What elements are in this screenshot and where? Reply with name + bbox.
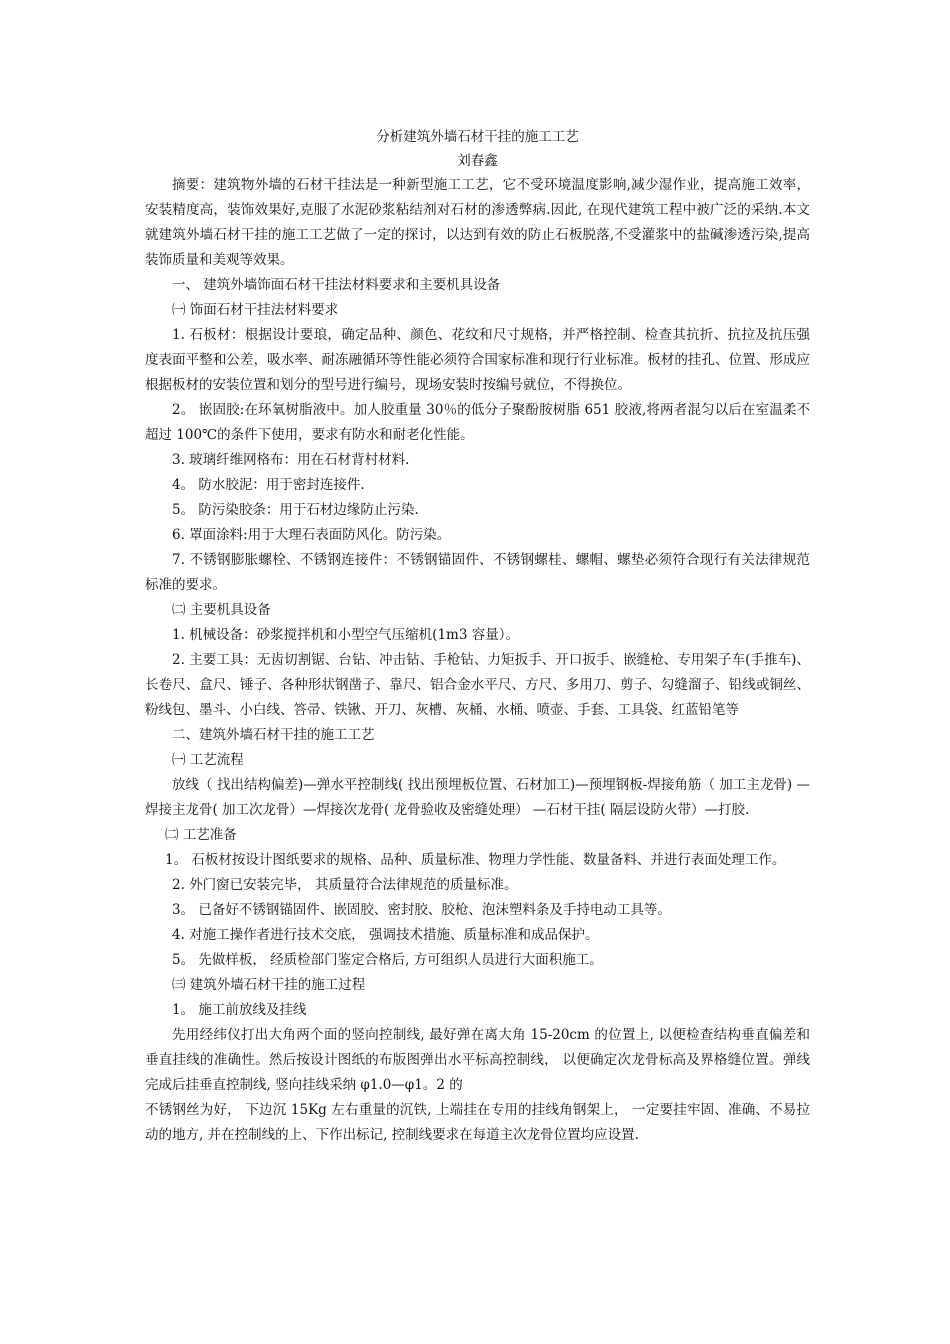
abstract-paragraph: 摘要：建筑物外墙的石材干挂法是一种新型施工工艺，它不受环境温度影响,减少湿作业，提高施工效率，安装精度高，装饰效果好,克服了水泥砂浆粘结剂对石材的渗透弊病.因此, 在现代建筑工程中被广泛的采纳.本文就建筑外墙石材干挂的施工工艺做了一定的探讨，以达到有效的防止石板脱落,不受灌浆中的盐碱渗透污染,提高装饰质量和美观等效果。 bbox=[145, 177, 810, 268]
section-heading-1: 一、 建筑外墙饰面石材干挂法材料要求和主要机具设备 bbox=[172, 277, 501, 293]
subsection-heading-1-1: ㈠ 饰面石材干挂法材料要求 bbox=[172, 302, 339, 318]
list-item: 7. 不锈钢膨胀螺栓、不锈钢连接件：不锈钢锚固件、不锈钢螺桂、螺帽、螺垫必须符合现行有关法律规范标准的要求。 bbox=[145, 552, 810, 593]
document-title: 分析建筑外墙石材干挂的施工工艺 bbox=[376, 129, 579, 145]
list-item: 3。 已备好不锈钢锚固件、嵌固胶、密封胶、胶枪、泡沫塑料条及手持电动工具等。 bbox=[172, 902, 671, 918]
subsection-heading-2-3: ㈢ 建筑外墙石材干挂的施工过程 bbox=[172, 977, 366, 993]
list-item: 4。 防水胶泥：用于密封连接件. bbox=[172, 477, 365, 493]
list-item: 4. 对施工操作者进行技术交底， 强调技术措施、质量标准和成品保护。 bbox=[172, 927, 599, 943]
list-item: 5。 先做样板， 经质检部门鉴定合格后, 方可组织人员进行大面积施工。 bbox=[172, 952, 603, 968]
list-item: 1。 石板材按设计图纸要求的规格、品种、质量标准、物理力学性能、数量备料、并进行表面处理工作。 bbox=[165, 852, 786, 868]
list-item: 2。 嵌固胶:在环氧树脂液中。加人胶重量 30％的低分子聚酚胺树脂 651 胶液,将两者混匀以后在室温柔不超过 100℃的条件下使用，要求有防水和耐老化性能。 bbox=[145, 402, 810, 443]
list-item: 1. 石板材：根据设计要琅，确定品种、颜色、花纹和尺寸规格，并严格控制、检查其抗折、抗拉及抗压强度表面平整和公差，吸水率、耐冻融循环等性能必须符合国家标准和现行行业标准。板材的挂孔、位置、形成应根据板材的安装位置和划分的型号进行编号，现场安装时按编号就位，不得换位。 bbox=[145, 327, 810, 393]
subsection-heading-1-2: ㈡ 主要机具设备 bbox=[172, 602, 271, 618]
list-item: 2. 主要工具：无齿切割锯、台钻、冲击钻、手枪钻、力矩扳手、开口扳手、嵌缝枪、专用架子车(手推车)、长卷尺、盒尺、锤子、各种形状钢凿子、靠尺、铝合金水平尺、方尺、多用刀、剪子、勾缝溜子、铅线或铜丝、粉线包、墨斗、小白线、答帚、铁锹、开刀、灰槽、灰桶、水桶、喷壶、手套、工具袋、红蓝铅笔等 bbox=[145, 652, 810, 718]
body-paragraph: 不锈钢丝为好， 下边沉 15Kg 左右重量的沉铁, 上端挂在专用的挂线角钢架上， 一定要挂牢固、准确、不易拉动的地方, 并在控制线的上、下作出标记, 控制线要求在每道主次龙骨位置均应设置. bbox=[145, 1102, 810, 1143]
document-author: 刘春鑫 bbox=[457, 153, 498, 169]
list-item: 2. 外门窗已安装完毕， 其质量符合法律规范的质量标准。 bbox=[172, 877, 518, 893]
step-heading: 1。 施工前放线及挂线 bbox=[172, 1002, 307, 1018]
section-heading-2: 二、建筑外墙石材干挂的施工工艺 bbox=[172, 727, 375, 743]
process-flow-paragraph: 放线（ 找出结构偏差)—弹水平控制线( 找出预埋板位置、石材加工)—预埋钢板-焊接角筋（ 加工主龙骨) —焊接主龙骨( 加工次龙骨）—焊接次龙骨( 龙骨验收及密缝处理） —石材干挂( 隔层设防火带）—打胶. bbox=[145, 777, 810, 818]
list-item: 1. 机械设备：砂浆搅拌机和小型空气压缩机(1m3 容量）。 bbox=[172, 627, 519, 643]
list-item: 5。 防污染胶条：用于石材边缘防止污染. bbox=[172, 502, 419, 518]
subsection-heading-2-1: ㈠ 工艺流程 bbox=[172, 752, 244, 768]
list-item: 3. 玻璃纤维网格布：用在石材背村材料. bbox=[172, 452, 410, 468]
list-item: 6. 罩面涂料:用于大理石表面防风化。防污染。 bbox=[172, 527, 451, 543]
subsection-heading-2-2: ㈡ 工艺准备 bbox=[165, 827, 237, 843]
body-paragraph: 先用经纬仪打出大角两个面的竖向控制线, 最好弹在离大角 15-20cm 的位置上, 以便检查结构垂直偏差和垂直挂线的准确性。然后按设计图纸的布版图弹出水平标高控制线， 以便确定次龙骨标高及界格缝位置。弹线完成后挂垂直控制线, 竖向挂线采纳 φ1.0—φ1。2 的 bbox=[145, 1027, 810, 1093]
document-body bbox=[145, 125, 810, 1148]
